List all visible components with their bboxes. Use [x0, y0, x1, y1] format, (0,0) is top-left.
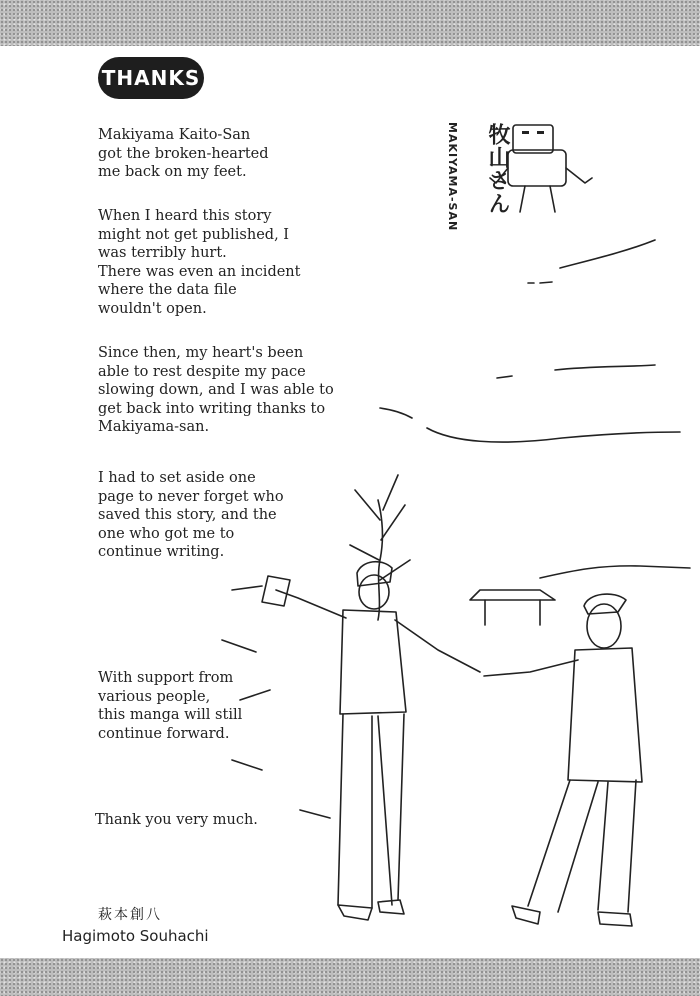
signature-japanese: 萩本創八 — [98, 907, 162, 923]
message-paragraph: Makiyama Kaito-San got the broken-hearted me back on my feet. — [98, 127, 269, 180]
person-shoe — [338, 905, 372, 920]
person-arm-out — [395, 620, 480, 672]
message-paragraph: With support from various people, this manga will still continue forward. — [98, 670, 243, 742]
message-paragraph: I had to set aside one page to never forget who saved this story, and the one who got me to continue writing. — [98, 470, 284, 560]
person-shoe — [598, 912, 632, 926]
person-arm-out — [484, 660, 578, 676]
person-leg — [598, 780, 636, 912]
shrine-post — [485, 600, 540, 625]
character-label-japanese: 牧山さん — [485, 123, 510, 215]
person-head — [587, 604, 621, 648]
closing-thanks: Thank you very much. — [95, 812, 258, 828]
signature-english: Hagimoto Souhachi — [62, 927, 209, 945]
robot-leg — [520, 186, 555, 212]
person-leg — [378, 714, 404, 905]
person-torso — [340, 610, 406, 714]
cloud-stroke — [497, 376, 512, 378]
person-shoe — [512, 906, 540, 924]
robot-head — [513, 125, 553, 153]
cloud-stroke — [555, 365, 655, 370]
person-torso — [568, 648, 642, 782]
person-leg — [338, 714, 372, 908]
person-head — [359, 575, 389, 609]
hill-line — [540, 566, 690, 578]
message-paragraph: When I heard this story might not get published, I was terribly hurt. There was even an incident where the data file wouldn't open. — [98, 208, 301, 317]
message-paragraph: Since then, my heart's been able to rest despite my pace slowing down, and I was able to get back into writing thanks to Makiyama-san. — [98, 345, 334, 435]
cloud-stroke — [427, 428, 680, 442]
phone-in-hand — [262, 576, 290, 606]
character-label-romaji: MAKIYAMA-SAN — [446, 122, 459, 232]
thanks-badge — [98, 57, 204, 99]
robot-eye — [522, 131, 529, 134]
robot-body — [508, 150, 566, 186]
shrine-roof — [470, 590, 555, 600]
cloud-stroke — [380, 408, 412, 418]
thanks-title: THANKS — [101, 66, 201, 90]
cloud-stroke — [560, 240, 655, 268]
robot-eye — [537, 131, 544, 134]
cloud-stroke — [528, 282, 552, 283]
person-leg — [528, 780, 598, 912]
